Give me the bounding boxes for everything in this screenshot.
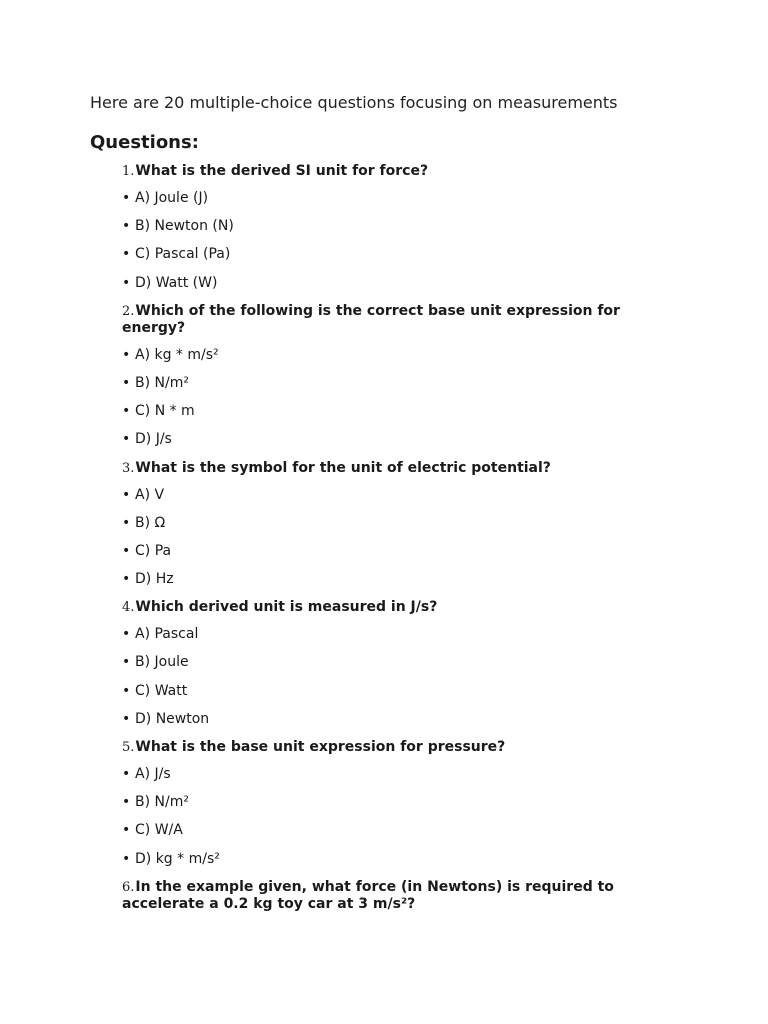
bullet-icon: •: [122, 274, 131, 291]
answer-options: [122, 190, 642, 292]
answer-option: [122, 683, 642, 700]
bullet-icon: •: [122, 486, 131, 503]
answer-option: [122, 794, 642, 811]
question-prompt: What is the symbol for the unit of electric potential?: [135, 459, 551, 476]
question-prompt: What is the base unit expression for pressure?: [135, 739, 506, 755]
option-text: D) Hz: [135, 571, 174, 588]
option-text: D) J/s: [135, 431, 172, 448]
questions-heading: Questions:: [90, 132, 199, 153]
bullet-icon: •: [122, 766, 131, 782]
question-text: [122, 460, 642, 487]
answer-option: [122, 766, 642, 783]
question-text: [122, 163, 642, 190]
answer-options: [122, 766, 642, 868]
question-number: 6.: [122, 879, 135, 895]
answer-option: [122, 515, 642, 532]
answer-option: [122, 190, 642, 207]
option-text: B) N/m²: [135, 794, 189, 811]
question-prompt: What is the derived SI unit for force?: [135, 163, 429, 179]
answer-option: [122, 403, 642, 420]
option-text: C) Watt: [135, 682, 188, 699]
answer-option: [122, 822, 642, 839]
option-text: B) N/m²: [135, 374, 189, 391]
bullet-icon: •: [122, 822, 131, 839]
answer-option: [122, 571, 642, 588]
question-prompt: Which derived unit is measured in J/s?: [135, 599, 438, 616]
option-text: B) Joule: [135, 654, 189, 671]
answer-option: [122, 275, 642, 292]
bullet-icon: •: [122, 190, 131, 206]
bullet-icon: •: [122, 246, 131, 263]
bullet-icon: •: [122, 346, 131, 363]
bullet-icon: •: [122, 571, 131, 588]
option-text: C) Pascal (Pa): [135, 246, 231, 263]
option-text: A) J/s: [135, 766, 171, 782]
option-text: A) Pascal: [135, 626, 199, 643]
option-text: D) Watt (W): [135, 274, 218, 291]
question-number: 3.: [122, 460, 135, 476]
bullet-icon: •: [122, 626, 131, 643]
answer-option: [122, 654, 642, 671]
option-text: A) V: [135, 486, 165, 503]
question-item: [122, 303, 642, 449]
answer-option: [122, 431, 642, 448]
question-item: [122, 739, 642, 868]
answer-option: [122, 487, 642, 504]
answer-option: [122, 375, 642, 392]
bullet-icon: •: [122, 403, 131, 420]
question-prompt: In the example given, what force (in Newtons) is required to accelerate a 0.2 kg toy car at 3 m/s²?: [122, 878, 614, 912]
question-item: [122, 599, 642, 728]
intro-text: Here are 20 multiple-choice questions focusing on measurements: [90, 93, 618, 112]
option-text: D) kg * m/s²: [135, 850, 220, 867]
bullet-icon: •: [122, 710, 131, 727]
answer-option: [122, 626, 642, 643]
question-item: [122, 163, 642, 292]
answer-option: [122, 543, 642, 560]
question-list: [122, 163, 642, 923]
question-number: 2.: [122, 303, 135, 319]
option-text: B) Newton (N): [135, 218, 234, 235]
answer-option: [122, 851, 642, 868]
bullet-icon: •: [122, 794, 131, 811]
answer-option: [122, 246, 642, 263]
bullet-icon: •: [122, 542, 131, 559]
question-text: [122, 599, 642, 626]
bullet-icon: •: [122, 374, 131, 391]
question-text: [122, 303, 642, 347]
answer-options: [122, 347, 642, 449]
answer-option: [122, 347, 642, 364]
bullet-icon: •: [122, 218, 131, 235]
bullet-icon: •: [122, 514, 131, 531]
bullet-icon: •: [122, 654, 131, 671]
option-text: D) Newton: [135, 710, 210, 727]
question-text: [122, 739, 642, 766]
bullet-icon: •: [122, 682, 131, 699]
option-text: C) Pa: [135, 542, 172, 559]
option-text: A) Joule (J): [135, 190, 209, 206]
answer-options: [122, 626, 642, 728]
answer-option: [122, 218, 642, 235]
option-text: C) W/A: [135, 822, 183, 839]
question-prompt: Which of the following is the correct base unit expression for energy?: [122, 302, 620, 336]
question-text: [122, 879, 642, 923]
answer-option: [122, 711, 642, 728]
question-item: [122, 460, 642, 589]
answer-options: [122, 487, 642, 589]
bullet-icon: •: [122, 431, 131, 448]
question-number: 5.: [122, 740, 135, 755]
bullet-icon: •: [122, 850, 131, 867]
question-number: 1.: [122, 164, 135, 179]
question-item: [122, 879, 642, 923]
question-number: 4.: [122, 600, 135, 616]
option-text: C) N * m: [135, 403, 195, 420]
option-text: B) Ω: [135, 514, 166, 531]
option-text: A) kg * m/s²: [135, 346, 219, 363]
